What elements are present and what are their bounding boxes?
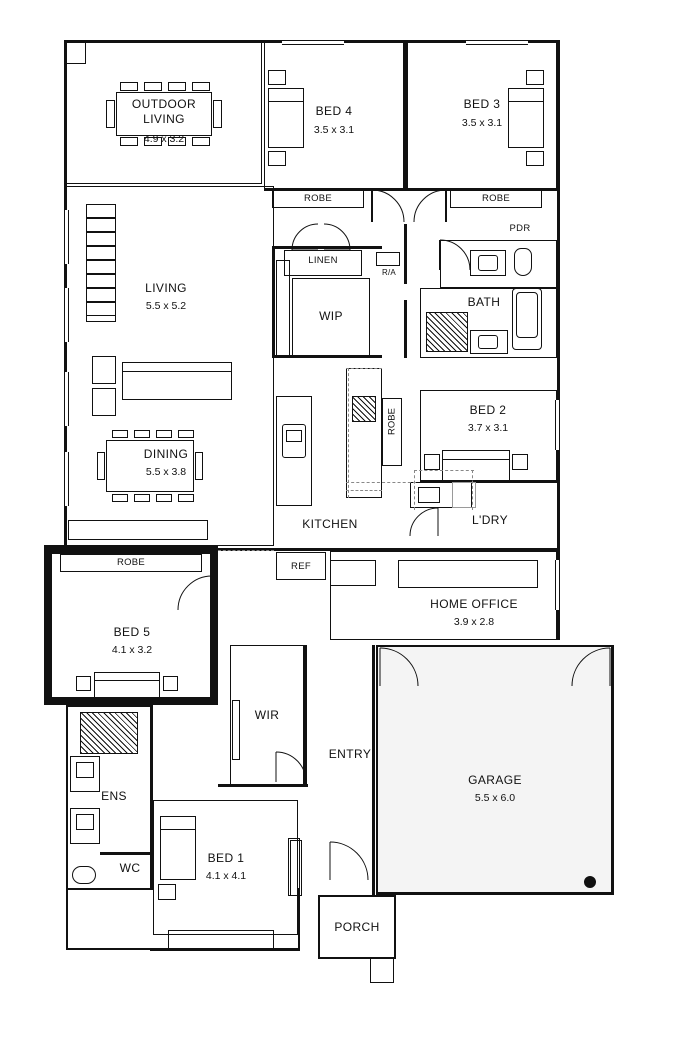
outdoor-table [116,92,212,136]
home-office-window [555,560,560,610]
living-window [64,452,69,506]
return-air-vent [376,252,400,266]
bed-5-door [178,576,214,612]
wall-wip-top [272,246,382,249]
living-armchair [92,356,116,384]
kitchen-overhead-line-3 [346,490,382,491]
outdoor-chair [168,82,186,91]
outdoor-living-name-2: LIVING [143,112,185,126]
kitchen-dashed-detail-v [414,470,415,510]
ens-basin [76,762,94,778]
living-shelf [86,302,116,316]
living-dim: 5.5 x 5.2 [145,300,187,312]
living-window [64,288,69,342]
home-office-desk [398,560,538,588]
wall-right-lower [611,645,614,895]
outdoor-chair [192,137,210,146]
bed-4-window [282,40,344,45]
bed-3-robe-label: ROBE [481,193,511,204]
laundry-dashed-detail-v [472,470,473,510]
outdoor-chair [144,137,162,146]
wip-shelf [276,260,290,356]
wall-garage-bottom [376,892,614,895]
wc-toilet [72,866,96,884]
bed-4-nightstand [268,151,286,166]
wall-wip-left [272,246,275,358]
bed-4-robe-label: ROBE [303,193,333,204]
kitchen-fridge-label: REF [291,561,311,572]
wall-lower-left-outline [66,888,300,950]
dining-name: DINING [143,447,189,461]
bed-5-name: BED 5 [113,625,151,639]
kitchen-label: KITCHEN [302,517,358,531]
wall-left-bed5 [44,545,52,705]
ens-shower [80,712,138,754]
dining-chair [134,430,150,438]
living-shelf [86,204,116,218]
bed-2-pillow [442,450,510,460]
dining-chair [178,494,194,502]
wall-entry-right [372,645,375,895]
living-shelf [86,246,116,260]
bed-5-dim: 4.1 x 3.2 [111,644,153,656]
kitchen-overhead-line [348,368,349,498]
bed-4-dim: 3.5 x 3.1 [313,124,355,136]
ens-label: ENS [101,789,127,803]
front-door [330,842,370,882]
garage-motor [584,876,596,888]
bed-3-dim: 3.5 x 3.1 [461,117,503,129]
bed-2-name: BED 2 [469,403,507,417]
wall-bed5-top [44,545,218,554]
bed-3-door [414,190,448,224]
dining-chair [178,430,194,438]
bed-3-pillow [508,88,544,102]
living-shelf [86,218,116,232]
living-shelf [86,260,116,274]
wir-shelf [232,700,240,760]
bed-5-robe-label: ROBE [116,557,146,568]
kitchen-dashed-detail [346,482,416,483]
living-armchair [92,388,116,416]
outdoor-chair [192,82,210,91]
bed-4-pillow [268,88,304,102]
bed-3-window [466,40,528,45]
living-shelf [86,232,116,246]
bed-4-name: BED 4 [315,104,353,118]
living-name: LIVING [145,281,187,295]
living-shelf [86,274,116,288]
bath-label: BATH [467,295,501,309]
bed-4-nightstand [268,70,286,85]
dining-chair [112,494,128,502]
bed-1-dim: 4.1 x 4.1 [205,870,247,882]
bed5-robe-dashed [218,550,274,551]
kitchen-overhead-line-2 [346,368,382,369]
wir-label: WIR [254,708,280,722]
home-office-dim: 3.9 x 2.8 [453,616,495,628]
linen-label: LINEN [308,255,338,266]
laundry-dashed-detail [414,470,474,471]
bed-3-nightstand [526,151,544,166]
pdr-toilet [514,248,532,276]
kitchen-cooktop [352,396,376,422]
bed-2-nightstand [512,454,528,470]
bed-3-nightstand [526,70,544,85]
return-air-label: R/A [382,268,396,277]
outdoor-chair [120,137,138,146]
ens-basin-2 [76,814,94,830]
living-window [64,210,69,264]
bed-5-pillow [94,672,160,681]
dining-dim: 5.5 x 3.8 [145,466,187,478]
laundry-door [410,508,440,538]
bed-4-door [372,190,406,224]
bed-1-pillow [160,816,196,830]
outdoor-chair [213,100,222,128]
wall-hall-bottom [218,784,308,787]
living-window [64,372,69,426]
dining-chair [112,430,128,438]
outdoor-chair [120,82,138,91]
bath-basin [478,335,498,349]
bed-2-nightstand [424,454,440,470]
living-shelf [86,288,116,302]
wall-hall-right-2 [404,300,407,358]
robe-kitchen-label: ROBE [386,408,398,435]
outdoor-chair [168,137,186,146]
wall-wc [100,852,153,855]
home-office-partition [330,560,376,586]
bath-tub-inner [516,292,538,338]
bed-2-window [555,400,560,450]
kitchen-sink-bowl [286,430,302,442]
wall-right-upper [557,40,560,640]
bed-5-nightstand [163,676,178,691]
wall-wip-bottom [272,355,382,358]
porch-pier [370,957,394,983]
wc-label: WC [119,861,141,875]
entry-label: ENTRY [328,747,372,761]
dining-sideboard [68,520,208,540]
home-office-name: HOME OFFICE [430,597,518,611]
bed-1-name: BED 1 [207,851,245,865]
laundry-tub [418,487,440,503]
pdr-label: PDR [509,223,531,234]
wall-hall-right [404,224,407,284]
wall-bed5-right [210,545,218,705]
laundry-label: L'DRY [471,513,509,527]
dining-chair [156,494,172,502]
bed-3-name: BED 3 [463,97,501,111]
garage-name: GARAGE [468,773,522,787]
living-sofa-cushion [122,362,232,372]
outdoor-chair [106,100,115,128]
wall-bed5-bottom [44,697,218,705]
garage-door-pedestrian [380,648,420,688]
pdr-door [440,240,472,272]
dining-chair [97,452,105,480]
entry-hall-door [276,752,308,784]
dining-chair [134,494,150,502]
wall-bed4-bottom [264,188,407,191]
dining-chair [156,430,172,438]
porch-label: PORCH [334,920,380,934]
garage-dim: 5.5 x 6.0 [474,792,516,804]
bath-shower [426,312,468,352]
pdr-basin [478,255,498,271]
outdoor-chair [144,82,162,91]
bed-5-nightstand [76,676,91,691]
dining-chair [195,452,203,480]
wip-label: WIP [319,309,343,323]
outdoor-living-dim: 4.9 x 3.2 [143,133,185,145]
bed-2-dim: 3.7 x 3.1 [467,422,509,434]
kitchen-bench [346,368,382,498]
outdoor-living-name-1: OUTDOOR [131,97,197,111]
dining-table [106,440,194,492]
garage-door-side [572,648,612,688]
